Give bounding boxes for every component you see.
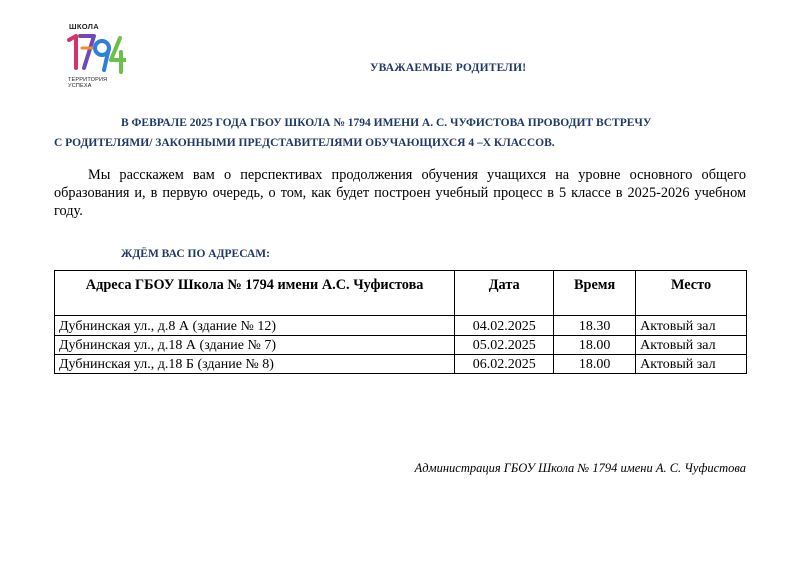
cell-address: Дубнинская ул., д.18 А (здание № 7) [55, 336, 455, 355]
cell-time: 18.00 [554, 355, 636, 374]
announcement-heading [54, 113, 746, 153]
cell-date: 04.02.2025 [455, 316, 554, 336]
header-date: Дата [455, 271, 554, 316]
cell-place: Актовый зал [636, 336, 747, 355]
logo-bottom-text [68, 77, 107, 89]
greeting-title: УВАЖАЕМЫЕ РОДИТЕЛИ! [370, 62, 527, 74]
cell-place: Актовый зал [636, 355, 747, 374]
address-table [54, 270, 747, 374]
logo-digit-4 [111, 38, 126, 60]
table-header-row [55, 271, 747, 316]
logo-top-text: ШКОЛА [69, 22, 99, 31]
school-logo [62, 22, 128, 92]
body-paragraph-text: Мы расскажем вам о перспективах продолжения обучения учащихся на уровне основного общего образования и, в первую очередь, о том, как будет построен учебный процесс в 5 классе в 2025-2026 учебном году. [54, 167, 746, 219]
announcement-heading-line2: С РОДИТЕЛЯМИ/ ЗАКОННЫМИ ПРЕДСТАВИТЕЛЯМИ ОБУЧАЮЩИХСЯ 4 –Х КЛАССОВ. [54, 137, 555, 149]
cell-time: 18.30 [554, 316, 636, 336]
logo-digit-7 [80, 36, 94, 68]
signature: Администрация ГБОУ Школа № 1794 имени А. С. Чуфистова [414, 461, 746, 475]
logo-digit-1 [69, 36, 76, 68]
announcement-heading-line1: В ФЕВРАЛЕ 2025 ГОДА ГБОУ ШКОЛА № 1794 ИМЕНИ А. С. ЧУФИСТОВА ПРОВОДИТ ВСТРЕЧУ [121, 117, 652, 129]
cell-place: Актовый зал [636, 316, 747, 336]
logo-digits-graphic [64, 26, 126, 78]
table-row [55, 316, 747, 336]
invite-heading: ЖДЁМ ВАС ПО АДРЕСАМ: [121, 248, 270, 260]
cell-address: Дубнинская ул., д.8 А (здание № 12) [55, 316, 455, 336]
table-row [55, 336, 747, 355]
cell-time: 18.00 [554, 336, 636, 355]
cell-address: Дубнинская ул., д.18 Б (здание № 8) [55, 355, 455, 374]
cell-date: 05.02.2025 [455, 336, 554, 355]
cell-date: 06.02.2025 [455, 355, 554, 374]
header-address: Адреса ГБОУ Школа № 1794 имени А.С. Чуфистова [55, 271, 455, 316]
table-row [55, 355, 747, 374]
header-time: Время [554, 271, 636, 316]
logo-bottom-line1: ТЕРРИТОРИЯ [68, 77, 108, 83]
logo-bottom-line2: УСПЕХА [68, 83, 92, 89]
header-place: Место [636, 271, 747, 316]
body-paragraph [54, 166, 746, 220]
